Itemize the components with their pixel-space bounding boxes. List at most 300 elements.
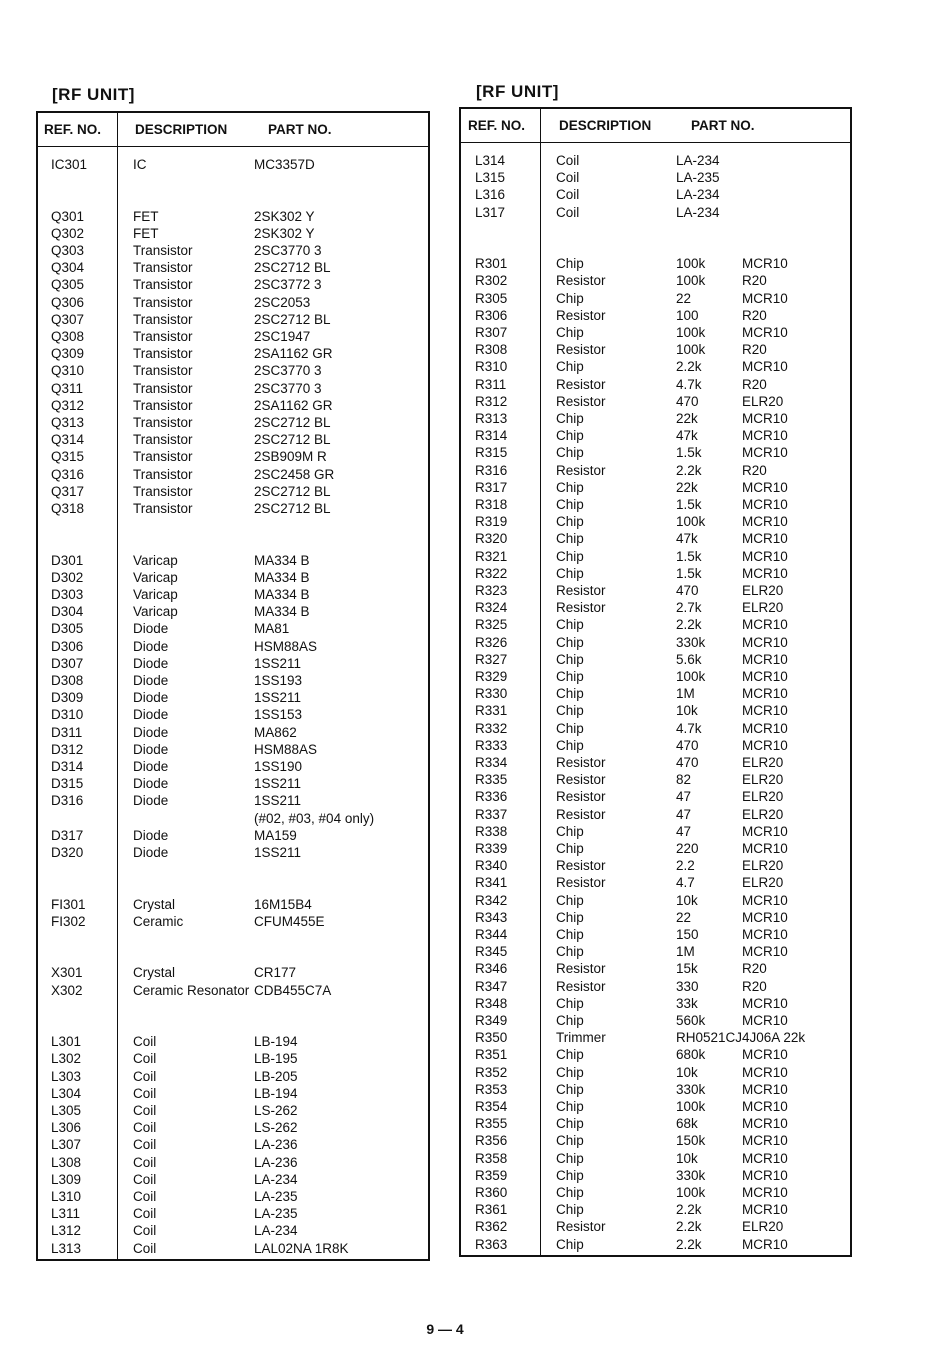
table-row <box>38 1188 428 1205</box>
left-parts-table <box>36 111 430 1261</box>
cell-desc: Coil <box>133 1068 157 1084</box>
table-row <box>38 689 428 706</box>
table-row <box>38 242 428 259</box>
cell-part: CR177 <box>254 965 297 981</box>
table-row <box>38 466 428 483</box>
cell-part: LA-234 <box>676 187 720 203</box>
cell-ref: D315 <box>51 776 84 792</box>
cell-code: MCR10 <box>742 841 788 856</box>
cell-code: MCR10 <box>742 1185 788 1200</box>
cell-code: MCR10 <box>742 548 788 564</box>
cell-ref: R353 <box>475 1081 508 1097</box>
cell-ref: R338 <box>475 823 508 839</box>
cell-ref: L310 <box>51 1189 82 1204</box>
table-row <box>461 943 850 960</box>
cell-ref: Q314 <box>51 432 85 448</box>
cell-part: 1SS193 <box>254 673 303 688</box>
table-row <box>38 294 428 311</box>
table-row <box>38 276 428 293</box>
cell-part: 10k <box>676 1150 698 1166</box>
cell-desc: Coil <box>133 1120 157 1136</box>
cell-part: HSM88AS <box>254 638 318 654</box>
cell-part: 1M <box>676 944 695 960</box>
cell-desc: Diode <box>133 621 169 637</box>
cell-ref: D312 <box>51 741 84 757</box>
cell-ref: R349 <box>475 1013 508 1028</box>
table-row <box>461 1218 850 1235</box>
cell-part: 1SS153 <box>254 707 303 723</box>
table-row <box>38 1085 428 1102</box>
cell-desc: Diode <box>133 655 169 671</box>
table-row <box>38 328 428 345</box>
cell-ref: Q315 <box>51 449 85 465</box>
cell-ref: R314 <box>475 428 508 444</box>
cell-desc: Resistor <box>556 789 606 805</box>
cell-part: 2.2 <box>676 858 695 874</box>
cell-part: 220 <box>676 841 699 856</box>
table-row <box>461 1029 850 1046</box>
table-row <box>38 775 428 792</box>
cell-desc: FET <box>133 225 159 241</box>
cell-desc: Transistor <box>133 380 193 396</box>
cell-code: MCR10 <box>742 1013 788 1028</box>
cell-desc: Diode <box>133 793 169 809</box>
cell-ref: L303 <box>51 1068 82 1084</box>
table-row <box>461 204 850 221</box>
table-row <box>461 1167 850 1184</box>
cell-desc: Diode <box>133 741 169 757</box>
cell-ref: R354 <box>475 1099 508 1114</box>
cell-code: MCR10 <box>742 445 788 461</box>
cell-desc: Diode <box>133 776 169 792</box>
table-row <box>38 603 428 620</box>
cell-code: ELR20 <box>742 393 784 409</box>
cell-desc: Chip <box>556 428 584 444</box>
cell-desc: Transistor <box>133 329 193 344</box>
cell-part: 330k <box>676 1081 706 1097</box>
table-row <box>38 1171 428 1188</box>
cell-part: 2SC3772 3 <box>254 277 322 293</box>
table-row <box>38 792 428 809</box>
cell-code: ELR20 <box>742 755 784 770</box>
cell-part: 2SC2712 BL <box>254 483 331 499</box>
cell-desc: Chip <box>556 669 584 684</box>
cell-ref: R339 <box>475 841 508 856</box>
cell-desc: FET <box>133 208 159 224</box>
cell-part: 2SK302 Y <box>254 225 315 241</box>
cell-ref: R335 <box>475 772 508 788</box>
table-row <box>461 1081 850 1098</box>
cell-desc: Diode <box>133 845 169 860</box>
table-row <box>38 517 428 534</box>
cell-part: 22k <box>676 479 698 495</box>
cell-ref: D310 <box>51 707 84 723</box>
cell-part: 330k <box>676 634 706 650</box>
cell-part: 1SS211 <box>254 845 302 860</box>
table-row <box>38 1154 428 1171</box>
cell-code: MCR10 <box>742 909 788 925</box>
table-row <box>38 1068 428 1085</box>
cell-ref: Q301 <box>51 208 85 224</box>
table-row <box>38 1240 428 1257</box>
right-header-ref-no: REF. NO. <box>468 118 526 133</box>
cell-part: 82 <box>676 772 692 788</box>
table-row <box>461 806 850 823</box>
cell-desc: Resistor <box>556 772 606 788</box>
cell-part: (#02, #03, #04 only) <box>254 810 375 826</box>
cell-part: 2SC2712 BL <box>254 415 331 430</box>
table-row <box>38 311 428 328</box>
cell-code: MCR10 <box>742 1081 788 1097</box>
cell-part: LA-234 <box>676 153 720 168</box>
cell-code: MCR10 <box>742 651 788 667</box>
cell-code: MCR10 <box>742 497 788 512</box>
cell-code: MCR10 <box>742 359 788 375</box>
cell-part: 4.7k <box>676 720 702 736</box>
table-row <box>461 462 850 479</box>
cell-part: 2.7k <box>676 600 702 616</box>
cell-part: 100k <box>676 256 706 272</box>
cell-ref: FI302 <box>51 913 86 929</box>
cell-part: 100k <box>676 325 706 340</box>
table-row <box>461 186 850 203</box>
cell-desc: Resistor <box>556 307 606 323</box>
cell-code: MCR10 <box>742 428 788 444</box>
table-row <box>38 724 428 741</box>
cell-desc: Chip <box>556 1099 584 1114</box>
cell-ref: Q309 <box>51 346 85 362</box>
table-row <box>38 534 428 551</box>
cell-part: 1.5k <box>676 548 702 564</box>
cell-ref: Q308 <box>51 329 85 344</box>
cell-ref: D317 <box>51 827 84 843</box>
table-row <box>38 930 428 947</box>
cell-desc: Coil <box>133 1154 157 1170</box>
cell-part: LA-234 <box>254 1171 298 1187</box>
cell-code: ELR20 <box>742 1219 784 1235</box>
table-row <box>461 152 850 169</box>
cell-ref: R323 <box>475 583 508 598</box>
cell-desc: Chip <box>556 290 584 306</box>
table-row <box>38 758 428 775</box>
cell-desc: Chip <box>556 1081 584 1097</box>
cell-desc: Chip <box>556 703 584 719</box>
table-row <box>461 926 850 943</box>
cell-ref: R348 <box>475 995 508 1011</box>
table-row <box>38 1033 428 1050</box>
cell-desc: Coil <box>556 153 580 168</box>
cell-desc: Varicap <box>133 569 178 585</box>
cell-desc: Coil <box>133 1137 157 1153</box>
cell-desc: Varicap <box>133 604 178 620</box>
page-number: 9 — 4 <box>426 1321 464 1337</box>
cell-desc: Resistor <box>556 393 606 409</box>
cell-desc: Chip <box>556 531 584 547</box>
cell-desc: Diode <box>133 673 169 688</box>
cell-ref: Q313 <box>51 415 85 430</box>
cell-part: MA334 B <box>254 569 310 585</box>
cell-part: 2SC2712 BL <box>254 260 331 276</box>
right-table-header <box>461 109 850 143</box>
cell-part: 68k <box>676 1116 698 1132</box>
cell-desc: Coil <box>133 1240 157 1256</box>
cell-ref: FI301 <box>51 896 86 912</box>
cell-desc: Resistor <box>556 978 606 994</box>
cell-desc: Transistor <box>133 243 193 258</box>
table-row <box>38 259 428 276</box>
cell-part: 4.7 <box>676 875 695 891</box>
cell-code: MCR10 <box>742 1047 788 1063</box>
cell-ref: Q302 <box>51 225 85 241</box>
cell-desc: Chip <box>556 256 584 272</box>
left-header-description: DESCRIPTION <box>135 122 228 137</box>
cell-ref: R355 <box>475 1116 508 1132</box>
cell-desc: Resistor <box>556 1219 606 1235</box>
cell-desc: Ceramic Resonator <box>133 982 250 998</box>
cell-part: 680k <box>676 1047 706 1063</box>
cell-part: LA-235 <box>254 1189 298 1204</box>
table-row <box>38 638 428 655</box>
cell-part: LA-236 <box>254 1137 298 1153</box>
table-row <box>38 569 428 586</box>
cell-part: 47k <box>676 531 698 547</box>
table-row <box>461 376 850 393</box>
cell-ref: R307 <box>475 325 508 340</box>
cell-part: CDB455C7A <box>254 982 332 998</box>
cell-part: 47 <box>676 789 692 805</box>
cell-desc: Resistor <box>556 806 606 822</box>
table-row <box>461 1184 850 1201</box>
table-row <box>38 1102 428 1119</box>
cell-code: ELR20 <box>742 600 784 616</box>
cell-desc: Transistor <box>133 466 193 482</box>
table-row <box>461 1046 850 1063</box>
table-row <box>38 345 428 362</box>
cell-desc: Transistor <box>133 397 193 413</box>
cell-code: MCR10 <box>742 290 788 306</box>
table-row <box>461 823 850 840</box>
cell-desc: Resistor <box>556 462 606 478</box>
cell-ref: R333 <box>475 737 508 753</box>
cell-code: MCR10 <box>742 565 788 581</box>
cell-part: 2SC3770 3 <box>254 243 322 258</box>
table-row <box>461 651 850 668</box>
cell-desc: Diode <box>133 690 169 706</box>
cell-ref: R318 <box>475 497 508 512</box>
cell-ref: R310 <box>475 359 508 375</box>
cell-part: 470 <box>676 393 699 409</box>
cell-code: R20 <box>742 273 767 289</box>
cell-code: R20 <box>742 961 767 977</box>
cell-desc: Resistor <box>556 342 606 358</box>
cell-desc: Transistor <box>133 311 193 327</box>
cell-desc: Diode <box>133 724 169 740</box>
table-row <box>38 552 428 569</box>
cell-code: MCR10 <box>742 531 788 547</box>
cell-desc: Ceramic <box>133 913 184 929</box>
table-row <box>38 620 428 637</box>
cell-ref: Q311 <box>51 380 84 396</box>
cell-part: 150 <box>676 927 699 942</box>
table-row <box>38 999 428 1016</box>
right-section-title: [RF UNIT] <box>476 82 559 101</box>
cell-ref: R315 <box>475 445 508 461</box>
table-row <box>461 582 850 599</box>
cell-ref: Q304 <box>51 260 85 276</box>
cell-code: MCR10 <box>742 617 788 633</box>
table-row <box>461 1236 850 1253</box>
table-row <box>461 754 850 771</box>
cell-part: 150k <box>676 1133 706 1149</box>
table-row <box>461 358 850 375</box>
cell-code: MCR10 <box>742 927 788 942</box>
cell-ref: L317 <box>475 204 506 220</box>
left-table-header <box>38 113 428 147</box>
right-parts-table <box>459 107 852 1257</box>
cell-desc: Transistor <box>133 415 193 430</box>
cell-part: LB-194 <box>254 1034 298 1050</box>
cell-part: 2.2k <box>676 1202 702 1218</box>
cell-code: MCR10 <box>742 703 788 719</box>
cell-ref: R311 <box>475 376 507 392</box>
table-row <box>461 393 850 410</box>
table-row <box>461 702 850 719</box>
cell-part: 2SC2712 BL <box>254 311 331 327</box>
cell-ref: D309 <box>51 690 84 706</box>
cell-desc: Coil <box>133 1171 157 1187</box>
cell-desc: Resistor <box>556 273 606 289</box>
cell-code: MCR10 <box>742 944 788 960</box>
cell-desc: Chip <box>556 1167 584 1183</box>
cell-ref: R352 <box>475 1064 508 1080</box>
cell-ref: L306 <box>51 1120 82 1136</box>
cell-ref: Q317 <box>51 483 85 499</box>
table-row <box>38 810 428 827</box>
table-row <box>461 341 850 358</box>
cell-desc: Chip <box>556 1202 584 1218</box>
cell-desc: Chip <box>556 944 584 960</box>
cell-ref: Q305 <box>51 277 85 293</box>
cell-desc: Transistor <box>133 483 193 499</box>
cell-code: MCR10 <box>742 737 788 753</box>
cell-part: 2SB909M R <box>254 449 327 465</box>
cell-ref: Q303 <box>51 243 85 258</box>
right-header-description: DESCRIPTION <box>559 118 652 133</box>
cell-code: MCR10 <box>742 634 788 650</box>
cell-ref: D314 <box>51 759 84 774</box>
cell-code: MCR10 <box>742 892 788 908</box>
cell-part: 2SC2712 BL <box>254 432 331 448</box>
cell-desc: Chip <box>556 892 584 908</box>
cell-ref: R325 <box>475 617 508 633</box>
cell-desc: Varicap <box>133 552 178 568</box>
cell-ref: X302 <box>51 982 83 998</box>
cell-ref: L314 <box>475 153 506 168</box>
cell-ref: R317 <box>475 479 508 495</box>
table-row <box>38 1016 428 1033</box>
table-row <box>461 788 850 805</box>
cell-part: 100k <box>676 342 706 358</box>
cell-part: LA-234 <box>676 204 720 220</box>
table-row <box>461 840 850 857</box>
cell-ref: R327 <box>475 651 508 667</box>
cell-desc: Chip <box>556 1064 584 1080</box>
table-row <box>461 995 850 1012</box>
cell-desc: Transistor <box>133 432 193 448</box>
cell-code: MCR10 <box>742 720 788 736</box>
table-row <box>461 1064 850 1081</box>
cell-part: 560k <box>676 1013 706 1028</box>
table-row <box>461 479 850 496</box>
cell-desc: Chip <box>556 1236 584 1252</box>
cell-ref: R358 <box>475 1150 508 1166</box>
cell-code: ELR20 <box>742 583 784 598</box>
table-row <box>38 827 428 844</box>
cell-part: 100k <box>676 1099 706 1114</box>
cell-part: 2SC2712 BL <box>254 501 331 516</box>
table-row <box>38 483 428 500</box>
cell-ref: R340 <box>475 858 508 874</box>
cell-desc: Chip <box>556 737 584 753</box>
cell-desc: Transistor <box>133 294 193 310</box>
table-row <box>461 324 850 341</box>
cell-part: 2.2k <box>676 1236 702 1252</box>
table-row <box>461 1098 850 1115</box>
cell-desc: Chip <box>556 841 584 856</box>
cell-desc: Chip <box>556 909 584 925</box>
cell-part: 470 <box>676 755 699 770</box>
table-row <box>461 1115 850 1132</box>
cell-ref: R306 <box>475 307 508 323</box>
cell-desc: Chip <box>556 497 584 512</box>
cell-code: MCR10 <box>742 995 788 1011</box>
cell-part: LA-235 <box>676 170 720 186</box>
cell-desc: Chip <box>556 686 584 702</box>
cell-ref: Q312 <box>51 397 85 413</box>
cell-part: 33k <box>676 995 698 1011</box>
table-row <box>38 190 428 207</box>
cell-part: MC3357D <box>254 157 315 172</box>
cell-part: LA-234 <box>254 1223 298 1239</box>
cell-desc: Transistor <box>133 260 193 276</box>
table-row <box>461 634 850 651</box>
cell-desc: Chip <box>556 445 584 461</box>
cell-ref: R302 <box>475 273 508 289</box>
cell-part: 2.2k <box>676 1219 702 1235</box>
cell-desc: Diode <box>133 827 169 843</box>
cell-ref: D304 <box>51 604 84 620</box>
cell-ref: L301 <box>51 1034 82 1050</box>
cell-desc: Chip <box>556 823 584 839</box>
table-row <box>38 586 428 603</box>
cell-ref: D320 <box>51 845 84 860</box>
cell-code: R20 <box>742 978 767 994</box>
cell-part: 2SC2458 GR <box>254 466 335 482</box>
table-row <box>38 156 428 173</box>
cell-code: R20 <box>742 342 767 358</box>
cell-desc: Diode <box>133 638 169 654</box>
cell-part: 22 <box>676 290 692 306</box>
table-row <box>461 513 850 530</box>
cell-ref: R321 <box>475 548 508 564</box>
cell-ref: D302 <box>51 569 84 585</box>
table-row <box>461 530 850 547</box>
table-row <box>461 496 850 513</box>
table-row <box>38 896 428 913</box>
table-row <box>461 272 850 289</box>
cell-part: MA334 B <box>254 552 310 568</box>
cell-desc: Chip <box>556 1133 584 1149</box>
